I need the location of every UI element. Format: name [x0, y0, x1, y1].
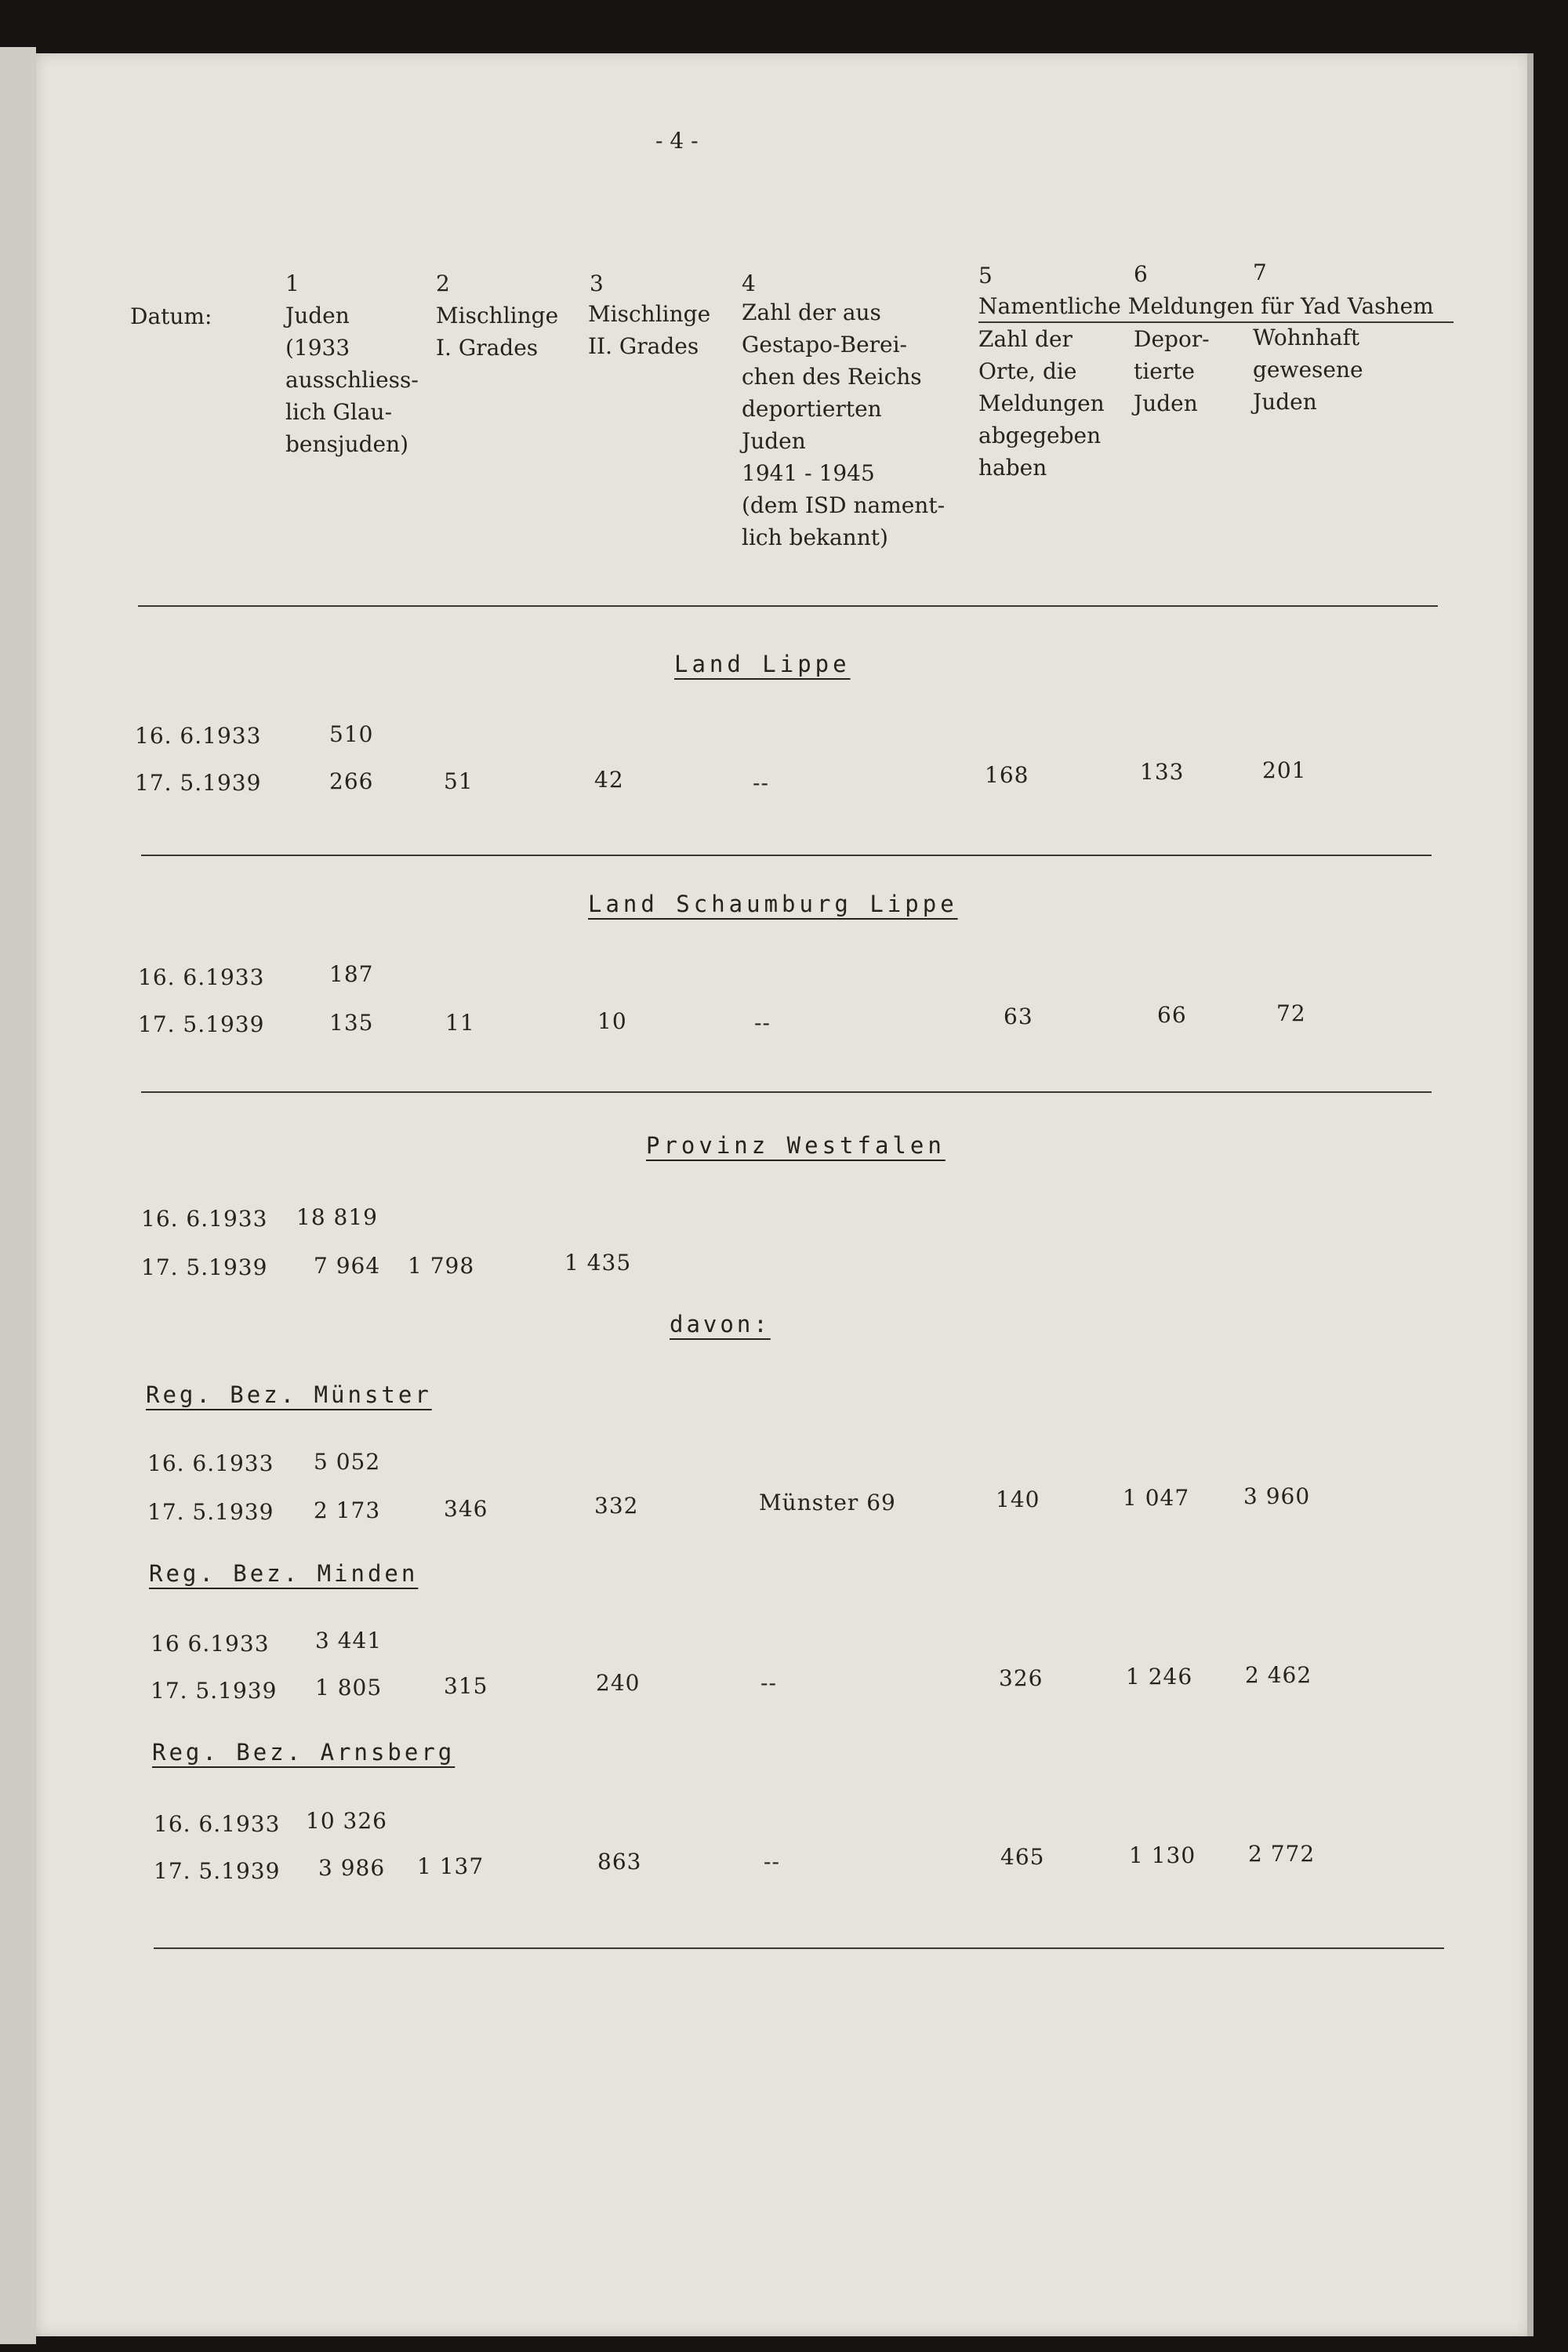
header-rule: [138, 605, 1438, 607]
col5-line: haben: [978, 455, 1047, 481]
col-number-4: 4: [742, 270, 756, 296]
cell-col2: 1 137: [417, 1853, 485, 1879]
cell-col6: 1 246: [1126, 1664, 1193, 1690]
cell-col1: 187: [329, 961, 374, 987]
cell-col7: 2 462: [1245, 1662, 1312, 1688]
cell-col4: --: [754, 1010, 771, 1036]
cell-col5: 465: [1000, 1844, 1045, 1870]
row-date: 16. 6.1933: [138, 964, 265, 990]
cell-col3: 240: [596, 1670, 641, 1696]
col4-line: Gestapo-Berei-: [742, 332, 908, 358]
cell-col1: 10 326: [306, 1808, 387, 1834]
cell-col3: 10: [597, 1008, 627, 1034]
cell-col6: 1 047: [1123, 1485, 1190, 1511]
col3-header: [588, 298, 710, 362]
col3-line: Mischlinge: [588, 301, 711, 327]
section-title-reg-bez-arnsberg: Reg. Bez. Arnsberg: [152, 1739, 456, 1766]
cell-col2: 11: [445, 1010, 475, 1036]
cell-col1: 3 986: [318, 1855, 386, 1881]
col1-header: [285, 299, 419, 460]
col-number-1: 1: [285, 270, 299, 296]
col2-header: [436, 299, 558, 364]
cell-col1: 135: [329, 1010, 374, 1036]
col1-line: lich Glau-: [285, 399, 393, 425]
col7-header: [1253, 321, 1363, 418]
section-title-land-lippe: Land Lippe: [674, 651, 851, 677]
col4-line: 1941 - 1945: [742, 460, 875, 486]
cell-col3: 42: [594, 767, 624, 793]
section-title-reg-bez-muenster: Reg. Bez. Münster: [146, 1381, 432, 1408]
cell-col2: 1 798: [408, 1253, 475, 1279]
section-rule: [141, 1091, 1432, 1093]
cell-col4: --: [753, 770, 769, 796]
col1-line: (1933: [285, 335, 350, 361]
cell-col7: 2 772: [1248, 1841, 1316, 1867]
cell-col1: 3 441: [315, 1628, 383, 1653]
section-title-reg-bez-minden: Reg. Bez. Minden: [149, 1560, 419, 1587]
row-date: 17. 5.1939: [151, 1678, 278, 1704]
cell-col3: 863: [597, 1849, 642, 1875]
cell-col1: 18 819: [296, 1204, 378, 1230]
row-date: 16. 6.1933: [141, 1206, 268, 1232]
col1-line: ausschliess-: [285, 367, 419, 393]
cell-col5: 140: [996, 1486, 1040, 1512]
row-date: 17. 5.1939: [147, 1499, 274, 1525]
row-date: 16. 6.1933: [154, 1811, 281, 1837]
cell-col7: 201: [1262, 757, 1307, 783]
cell-col4: Münster 69: [759, 1490, 896, 1515]
col4-line: (dem ISD nament-: [742, 492, 946, 518]
col6-line: Depor-: [1134, 326, 1210, 352]
col7-line: Wohnhaft: [1253, 325, 1360, 350]
cell-col5: 326: [999, 1665, 1044, 1691]
col5-line: Meldungen: [978, 390, 1105, 416]
cell-col1: 5 052: [314, 1449, 381, 1475]
cell-col1: 266: [329, 768, 374, 794]
col7-line: Juden: [1253, 389, 1317, 415]
col4-line: deportierten: [742, 396, 882, 422]
section-rule: [141, 855, 1432, 856]
col5-line: abgegeben: [978, 423, 1102, 448]
cell-col3: 332: [594, 1493, 639, 1519]
col6-line: Juden: [1134, 390, 1198, 416]
col5-line: Zahl der: [978, 326, 1073, 352]
cell-col1: 2 173: [314, 1497, 381, 1523]
col5-line: Orte, die: [978, 358, 1077, 384]
col4-line: lich bekannt): [742, 524, 888, 550]
col4-header: [742, 296, 945, 554]
col2-line: Mischlinge: [436, 303, 559, 328]
col4-line: chen des Reichs: [742, 364, 922, 390]
datum-label: Datum:: [130, 303, 212, 329]
col4-line: Juden: [742, 428, 806, 454]
section-title-provinz-westfalen: Provinz Westfalen: [646, 1132, 946, 1159]
page-number: - 4 -: [655, 128, 699, 154]
bottom-rule: [154, 1947, 1444, 1949]
cell-col7: 72: [1276, 1000, 1306, 1026]
cell-col5: 168: [985, 762, 1029, 788]
cell-col1: 510: [329, 721, 374, 747]
cell-col3: 1 435: [564, 1250, 632, 1276]
row-date: 16. 6.1933: [147, 1450, 274, 1476]
cell-col6: 66: [1157, 1002, 1187, 1028]
previous-page-edge: [0, 47, 36, 2344]
cell-col1: 1 805: [315, 1675, 383, 1700]
col-number-2: 2: [436, 270, 450, 296]
col1-line: Juden: [285, 303, 350, 328]
row-date: 17. 5.1939: [138, 1011, 265, 1037]
cell-col2: 51: [444, 768, 474, 794]
namentliche-meldungen-header: Namentliche Meldungen für Yad Vashem: [978, 292, 1454, 323]
cell-col6: 133: [1140, 759, 1185, 785]
row-date: 17. 5.1939: [154, 1858, 281, 1884]
col7-line: gewesene: [1253, 357, 1363, 383]
cell-col7: 3 960: [1243, 1483, 1311, 1509]
page-edge: [1527, 53, 1534, 2336]
row-date: 16. 6.1933: [135, 723, 262, 749]
col-number-7: 7: [1253, 260, 1267, 285]
col-number-3: 3: [590, 270, 604, 296]
cell-col6: 1 130: [1129, 1842, 1196, 1868]
col-number-6: 6: [1134, 261, 1148, 287]
row-date: 16 6.1933: [151, 1631, 270, 1657]
row-date: 17. 5.1939: [141, 1254, 268, 1280]
col2-line: I. Grades: [436, 335, 539, 361]
col4-line: Zahl der aus: [742, 299, 881, 325]
col-number-5: 5: [978, 263, 993, 289]
col6-line: tierte: [1134, 358, 1195, 384]
cell-col4: --: [760, 1670, 777, 1696]
cell-col5: 63: [1004, 1004, 1033, 1029]
davon-label: davon:: [670, 1311, 771, 1338]
cell-col4: --: [764, 1849, 780, 1875]
cell-col1: 7 964: [314, 1253, 381, 1279]
cell-col2: 315: [444, 1673, 488, 1699]
col3-line: II. Grades: [588, 333, 699, 359]
section-title-schaumburg-lippe: Land Schaumburg Lippe: [588, 891, 958, 917]
col1-line: bensjuden): [285, 431, 409, 457]
cell-col2: 346: [444, 1496, 488, 1522]
col5-header: [978, 323, 1105, 484]
row-date: 17. 5.1939: [135, 770, 262, 796]
col6-header: [1134, 323, 1210, 419]
